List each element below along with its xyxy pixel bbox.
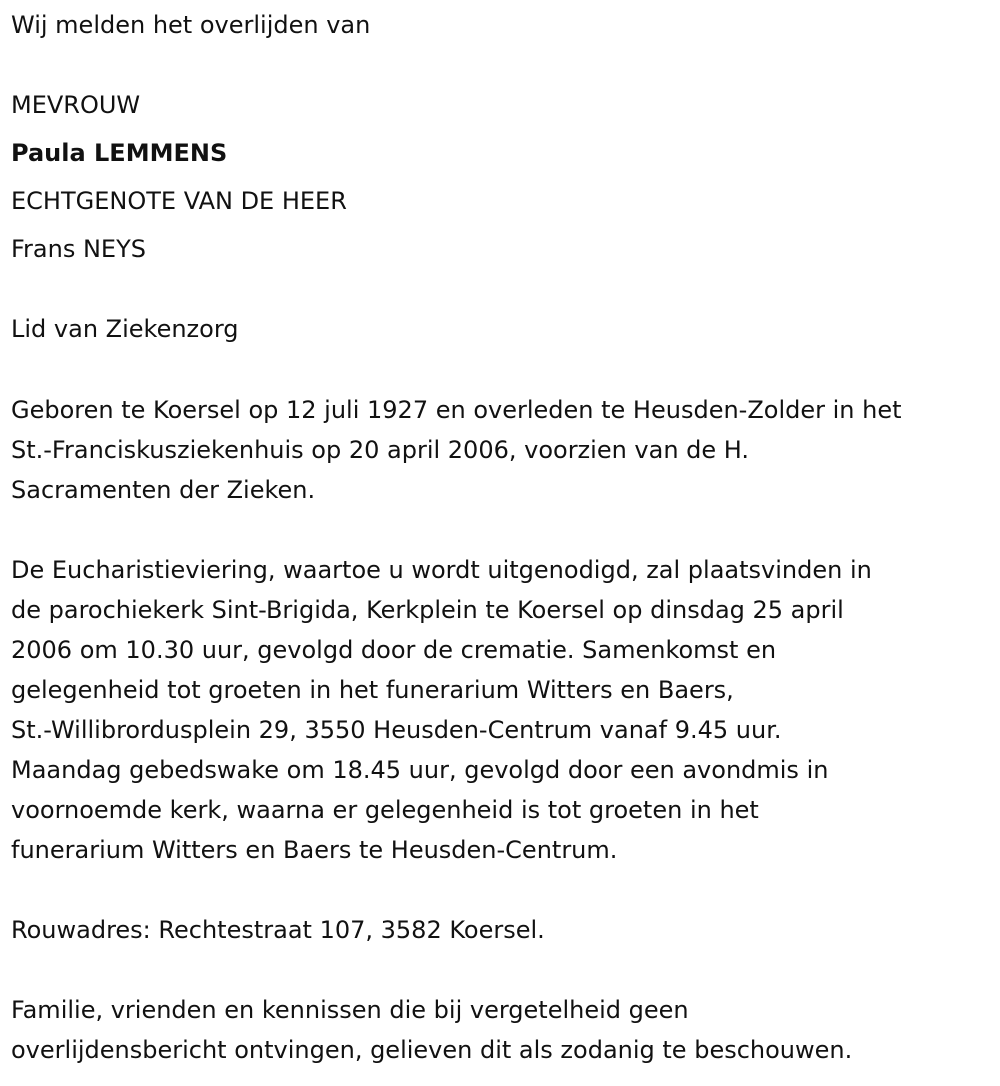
ceremony-line: 2006 om 10.30 uur, gevolgd door de crematie. Samenkomst en <box>11 636 777 664</box>
ceremony-line: voornoemde kerk, waarna er gelegenheid is tot groeten in het <box>11 796 759 824</box>
mourning-address: Rouwadres: Rechtestraat 107, 3582 Koersel. <box>11 916 545 944</box>
honorific: MEVROUW <box>11 91 141 119</box>
closing-line: Familie, vrienden en kennissen die bij vergetelheid geen <box>11 996 689 1024</box>
deceased-name: Paula LEMMENS <box>11 139 228 167</box>
birth-death-line: St.-Franciskusziekenhuis op 20 april 2006, voorzien van de H. <box>11 436 750 464</box>
birth-death-line: Geboren te Koersel op 12 juli 1927 en overleden te Heusden-Zolder in het <box>11 396 902 424</box>
relation-line: ECHTGENOTE VAN DE HEER <box>11 187 347 215</box>
birth-death-line: Sacramenten der Zieken. <box>11 476 316 504</box>
membership-line: Lid van Ziekenzorg <box>11 315 239 343</box>
ceremony-line: funerarium Witters en Baers te Heusden-Centrum. <box>11 836 618 864</box>
ceremony-line: Maandag gebedswake om 18.45 uur, gevolgd door een avondmis in <box>11 756 829 784</box>
ceremony-line: De Eucharistieviering, waartoe u wordt uitgenodigd, zal plaatsvinden in <box>11 556 872 584</box>
ceremony-line: gelegenheid tot groeten in het funerarium Witters en Baers, <box>11 676 734 704</box>
ceremony-line: de parochiekerk Sint-Brigida, Kerkplein te Koersel op dinsdag 25 april <box>11 596 844 624</box>
ceremony-line: St.-Willibrordusplein 29, 3550 Heusden-Centrum vanaf 9.45 uur. <box>11 716 782 744</box>
spouse-name: Frans NEYS <box>11 235 146 263</box>
closing-line: overlijdensbericht ontvingen, gelieven dit als zodanig te beschouwen. <box>11 1036 853 1064</box>
intro-line: Wij melden het overlijden van <box>11 11 371 39</box>
